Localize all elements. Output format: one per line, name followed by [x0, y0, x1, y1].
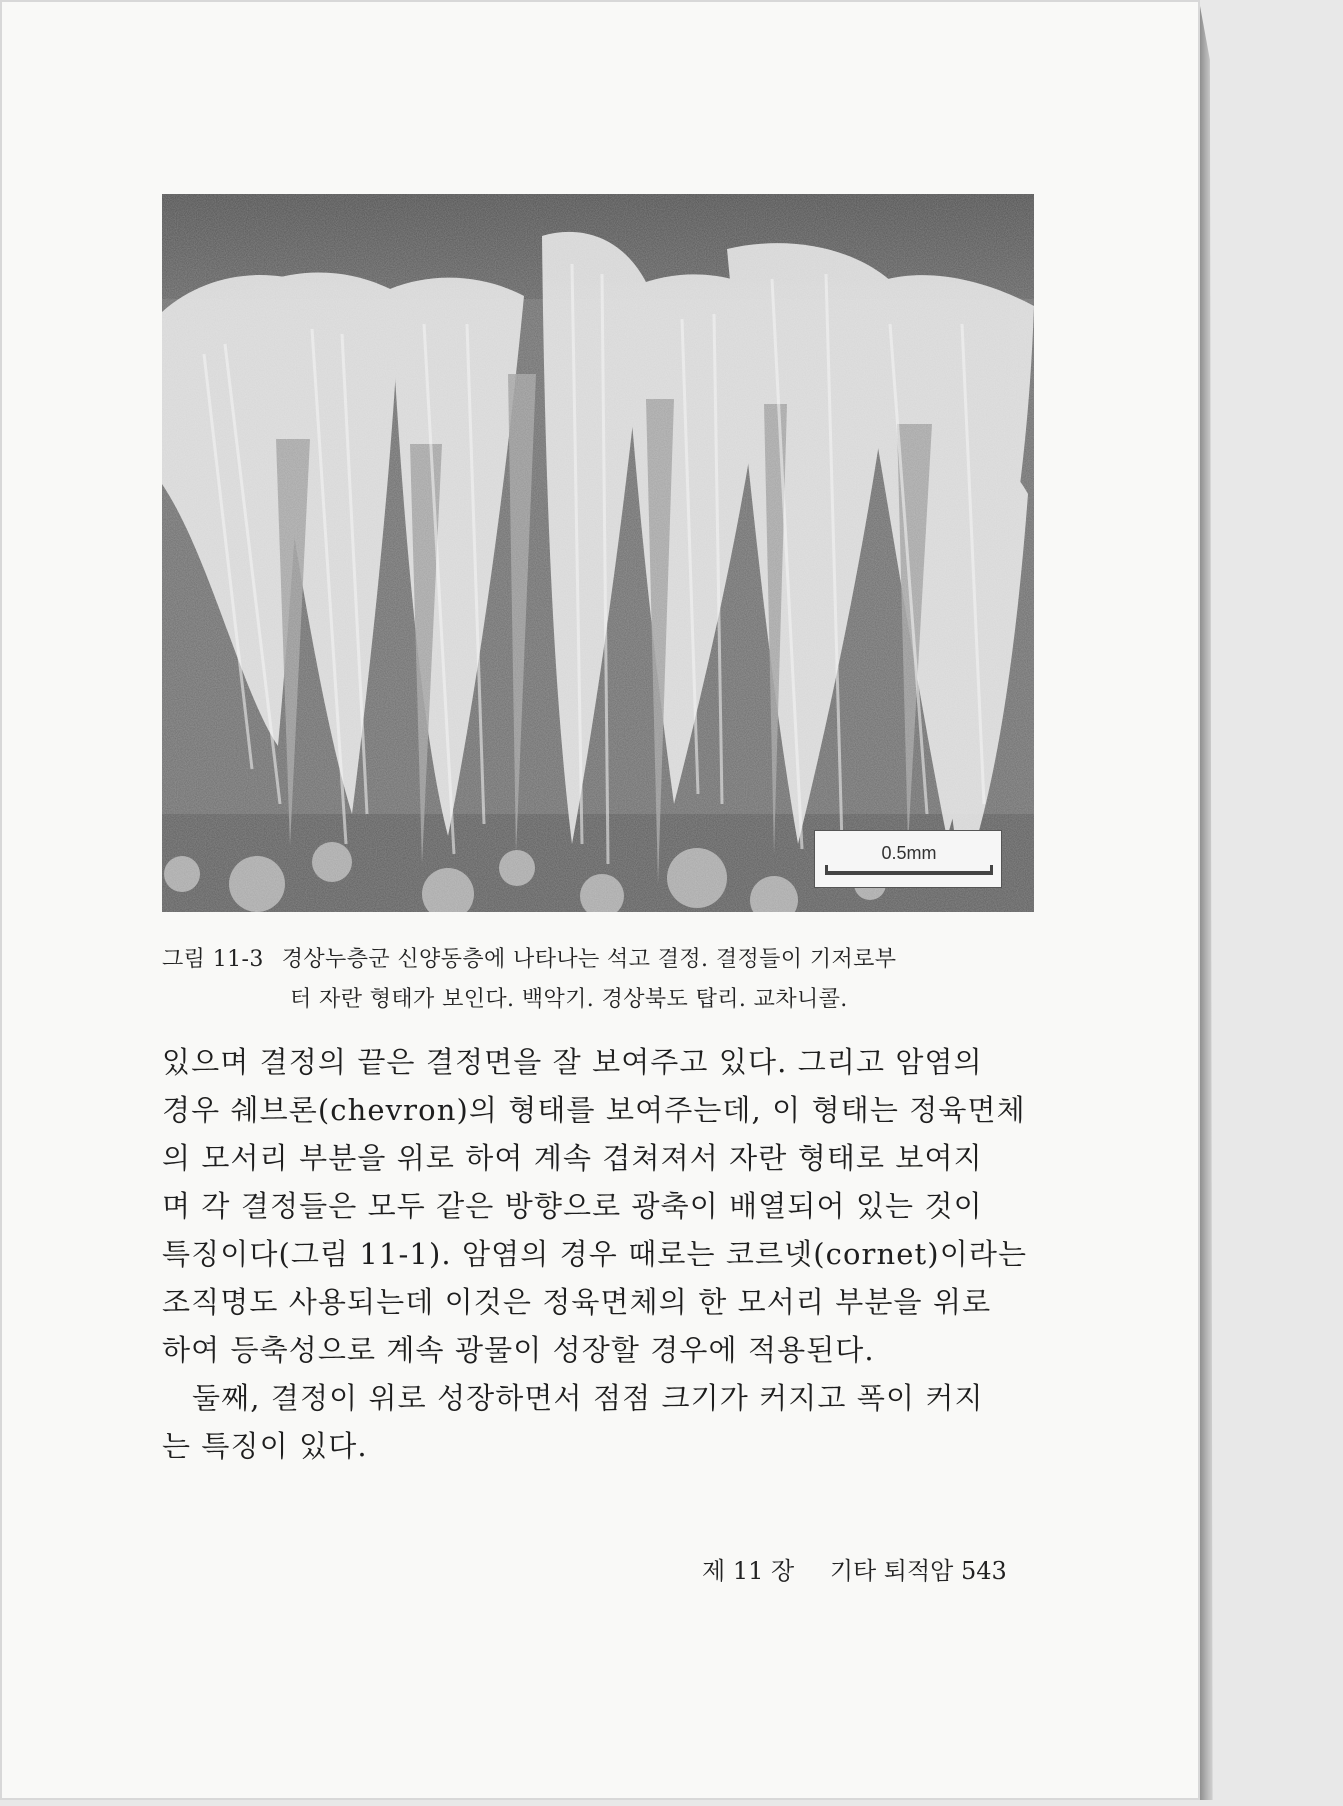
page-footer: [702, 1554, 1017, 1588]
gypsum-crystal-photo: [162, 194, 1034, 912]
body-text: [162, 1038, 1042, 1470]
caption-line-1: [162, 940, 1034, 980]
body-line: 조직명도 사용되는데 이것은 정육면체의 한 모서리 부분을 위로: [162, 1285, 992, 1319]
body-line: 있으며 결정의 끝은 결정면을 잘 보여주고 있다. 그리고 암염의: [162, 1045, 983, 1079]
caption-number: 그림 11-3: [162, 947, 264, 972]
chapter-title: 기타 퇴적암: [829, 1557, 954, 1585]
caption-line-2: 터 자란 형태가 보인다. 백악기. 경상북도 탑리. 교차니콜.: [290, 987, 848, 1012]
body-line: 의 모서리 부분을 위로 하여 계속 겹쳐져서 자란 형태로 보여지: [162, 1141, 983, 1175]
scale-bar-box: [814, 830, 1002, 888]
scale-bar-line: [825, 871, 993, 875]
body-line: 둘째, 결정이 위로 성장하면서 점점 크기가 커지고 폭이 커지: [192, 1381, 984, 1415]
body-line: 는 특징이 있다.: [162, 1429, 368, 1463]
chapter-label: 제 11 장: [702, 1557, 795, 1585]
body-line: 며 각 결정들은 모두 같은 방향으로 광축이 배열되어 있는 것이: [162, 1189, 983, 1223]
caption-text-1: 경상누층군 신양동층에 나타나는 석고 결정. 결정들이 기저로부: [281, 947, 897, 972]
body-line: 경우 쉐브론(chevron)의 형태를 보여주는데, 이 형태는 정육면체: [162, 1093, 1026, 1127]
page-edge-shadow: [1200, 6, 1218, 1800]
figure-caption: [162, 940, 1034, 1020]
body-line: 하여 등축성으로 계속 광물이 성장할 경우에 적용된다.: [162, 1333, 875, 1367]
micrograph-figure: [162, 194, 1034, 912]
body-line: 특징이다(그림 11-1). 암염의 경우 때로는 코르넷(cornet)이라는: [162, 1237, 1028, 1271]
page-number: 543: [961, 1557, 1007, 1585]
scale-bar-label: 0.5mm: [881, 843, 937, 863]
